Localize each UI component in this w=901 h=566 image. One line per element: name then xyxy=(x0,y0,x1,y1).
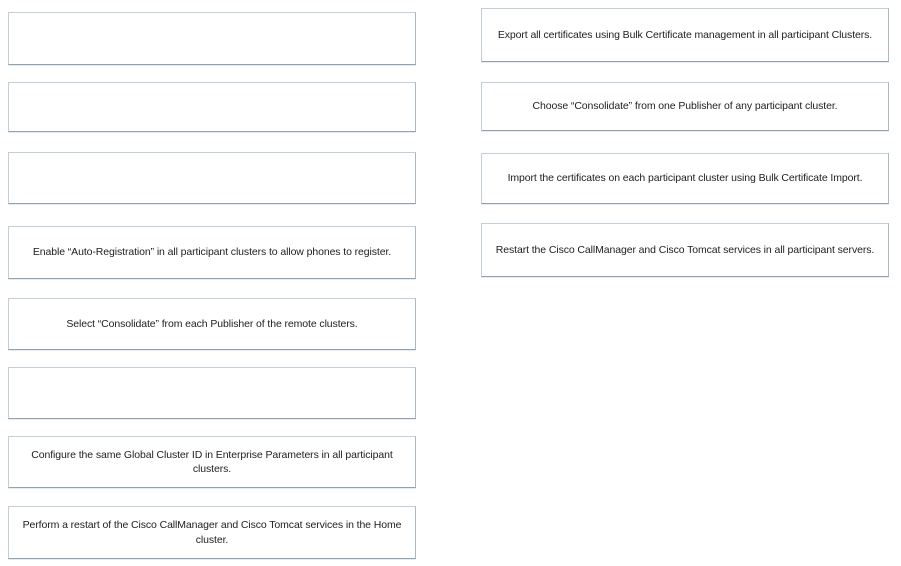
source-item-4[interactable] xyxy=(481,223,889,277)
drop-slot-5[interactable] xyxy=(8,298,416,350)
drop-slot-4[interactable] xyxy=(8,226,416,279)
drop-slot-6[interactable] xyxy=(8,367,416,419)
drop-slot-label: Enable “Auto-Registration” in all participant clusters to allow phones to register. xyxy=(32,246,392,259)
drop-slot-7[interactable] xyxy=(8,436,416,488)
drop-slot-label: Perform a restart of the Cisco CallManager and Cisco Tomcat services in the Home cluster. xyxy=(22,519,402,546)
drop-slot-label: Configure the same Global Cluster ID in Enterprise Parameters in all participant clusters. xyxy=(31,448,393,475)
drop-slot-2[interactable] xyxy=(8,82,416,132)
source-item-label: Import the certificates on each participant cluster using Bulk Certificate Import. xyxy=(507,172,863,185)
source-item-label: Export all certificates using Bulk Certificate management in all participant Clusters. xyxy=(497,28,873,41)
source-item-3[interactable] xyxy=(481,153,889,204)
source-item-2[interactable] xyxy=(481,82,889,131)
drop-slot-label: Select “Consolidate” from each Publisher of the remote clusters. xyxy=(66,317,358,330)
drop-slot-8[interactable] xyxy=(8,506,416,559)
drop-slot-1[interactable] xyxy=(8,12,416,65)
source-item-label: Choose “Consolidate” from one Publisher of any participant cluster. xyxy=(532,100,838,113)
source-item-label: Restart the Cisco CallManager and Cisco Tomcat services in all participant servers. xyxy=(495,243,875,256)
source-item-1[interactable] xyxy=(481,8,889,62)
drop-slot-3[interactable] xyxy=(8,152,416,204)
